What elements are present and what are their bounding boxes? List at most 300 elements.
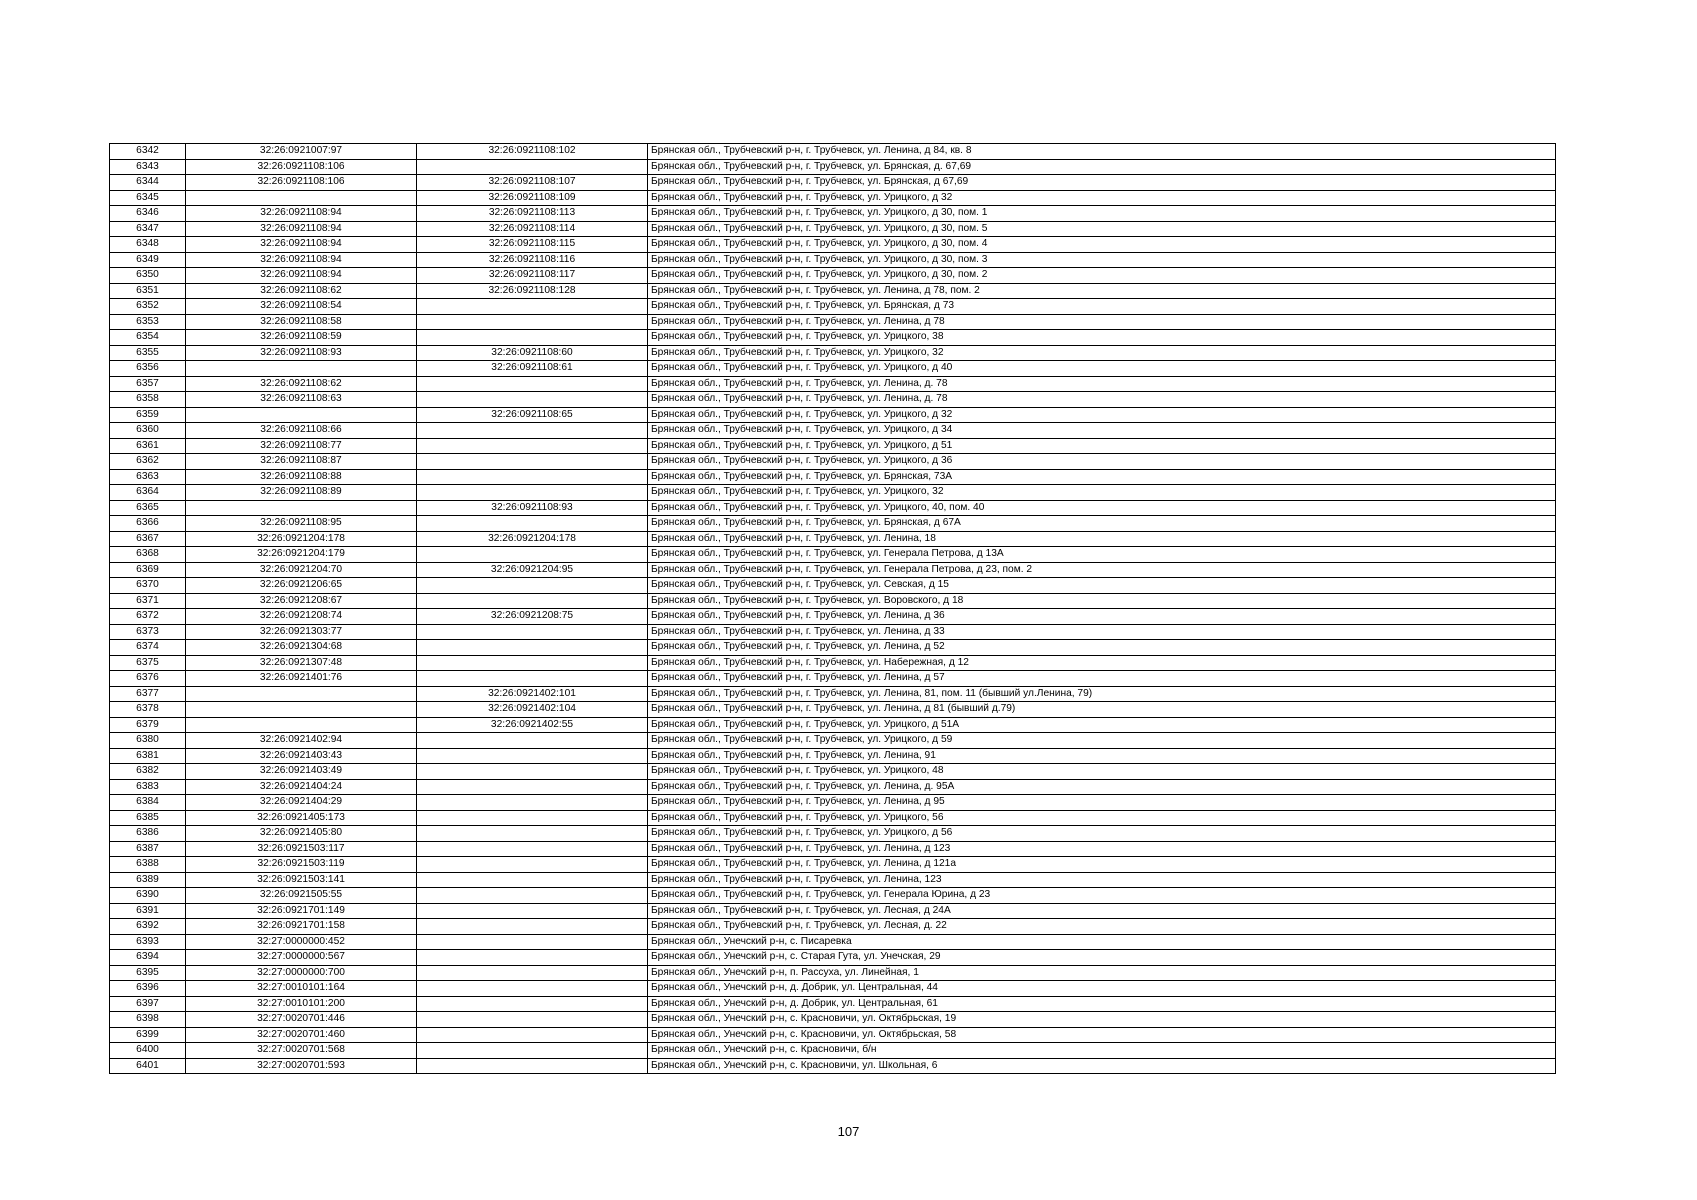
table-row [110,1027,1556,1043]
address-cell: Брянская обл., Трубчевский р-н, г. Трубчевск, ул. Ленина, д. 78 [648,376,1556,392]
address-cell: Брянская обл., Трубчевский р-н, г. Трубчевск, ул. Урицкого, д 32 [648,407,1556,423]
row-number-cell: 6379 [110,717,186,733]
address-cell: Брянская обл., Трубчевский р-н, г. Трубчевск, ул. Урицкого, д 30, пом. 5 [648,221,1556,237]
table-row [110,268,1556,284]
row-number-cell: 6390 [110,888,186,904]
cadastral-number-cell: 32:26:0921108:66 [186,423,417,439]
cadastral-number-cell: 32:27:0020701:446 [186,1012,417,1028]
cadastral-number-cell: 32:26:0921108:93 [186,345,417,361]
table-row [110,283,1556,299]
object-cadastral-number-cell: 32:26:0921204:178 [417,531,648,547]
table-row [110,237,1556,253]
address-cell: Брянская обл., Трубчевский р-н, г. Трубчевск, ул. Брянская, 73А [648,469,1556,485]
object-cadastral-number-cell [417,624,648,640]
table-row [110,206,1556,222]
address-cell: Брянская обл., Трубчевский р-н, г. Трубчевск, ул. Ленина, д 121а [648,857,1556,873]
row-number-cell: 6370 [110,578,186,594]
table-row [110,640,1556,656]
object-cadastral-number-cell [417,934,648,950]
row-number-cell: 6381 [110,748,186,764]
row-number-cell: 6382 [110,764,186,780]
object-cadastral-number-cell [417,1043,648,1059]
row-number-cell: 6343 [110,159,186,175]
table-row [110,175,1556,191]
object-cadastral-number-cell [417,748,648,764]
row-number-cell: 6359 [110,407,186,423]
address-cell: Брянская обл., Унечский р-н, п. Рассуха, ул. Линейная, 1 [648,965,1556,981]
address-cell: Брянская обл., Трубчевский р-н, г. Трубчевск, ул. Ленина, 81, пом. 11 (бывший ул.Ленина, 79) [648,686,1556,702]
object-cadastral-number-cell [417,655,648,671]
table-row [110,547,1556,563]
cadastral-number-cell: 32:27:0000000:567 [186,950,417,966]
cadastral-number-cell: 32:26:0921304:68 [186,640,417,656]
cadastral-number-cell: 32:26:0921404:29 [186,795,417,811]
row-number-cell: 6356 [110,361,186,377]
object-cadastral-number-cell [417,423,648,439]
address-cell: Брянская обл., Трубчевский р-н, г. Трубчевск, ул. Урицкого, 32 [648,485,1556,501]
row-number-cell: 6398 [110,1012,186,1028]
row-number-cell: 6394 [110,950,186,966]
table-row [110,485,1556,501]
table-row [110,981,1556,997]
cadastral-number-cell: 32:26:0921503:119 [186,857,417,873]
object-cadastral-number-cell: 32:26:0921108:114 [417,221,648,237]
row-number-cell: 6346 [110,206,186,222]
table-row [110,144,1556,160]
row-number-cell: 6374 [110,640,186,656]
table-row [110,686,1556,702]
cadastral-number-cell: 32:26:0921503:141 [186,872,417,888]
row-number-cell: 6399 [110,1027,186,1043]
cadastral-number-cell: 32:26:0921402:94 [186,733,417,749]
address-cell: Брянская обл., Трубчевский р-н, г. Трубчевск, ул. Урицкого, д 30, пом. 3 [648,252,1556,268]
cadastral-table [109,143,1556,1074]
object-cadastral-number-cell: 32:26:0921204:95 [417,562,648,578]
table-row [110,392,1556,408]
address-cell: Брянская обл., Трубчевский р-н, г. Трубчевск, ул. Ленина, д 52 [648,640,1556,656]
address-cell: Брянская обл., Трубчевский р-н, г. Трубчевск, ул. Урицкого, 56 [648,810,1556,826]
row-number-cell: 6383 [110,779,186,795]
object-cadastral-number-cell: 32:26:0921108:107 [417,175,648,191]
row-number-cell: 6348 [110,237,186,253]
object-cadastral-number-cell: 32:26:0921108:93 [417,500,648,516]
table-row [110,531,1556,547]
cadastral-number-cell: 32:26:0921405:80 [186,826,417,842]
address-cell: Брянская обл., Трубчевский р-н, г. Трубчевск, ул. Урицкого, д 40 [648,361,1556,377]
object-cadastral-number-cell: 32:26:0921108:113 [417,206,648,222]
cadastral-number-cell: 32:26:0921108:106 [186,175,417,191]
cadastral-number-cell: 32:26:0921108:77 [186,438,417,454]
row-number-cell: 6351 [110,283,186,299]
address-cell: Брянская обл., Унечский р-н, д. Добрик, ул. Центральная, 61 [648,996,1556,1012]
cadastral-number-cell: 32:26:0921204:70 [186,562,417,578]
row-number-cell: 6380 [110,733,186,749]
address-cell: Брянская обл., Трубчевский р-н, г. Трубчевск, ул. Ленина, д 57 [648,671,1556,687]
cadastral-number-cell: 32:27:0020701:593 [186,1058,417,1074]
object-cadastral-number-cell [417,516,648,532]
cadastral-number-cell: 32:26:0921401:76 [186,671,417,687]
table-row [110,748,1556,764]
object-cadastral-number-cell: 32:26:0921402:55 [417,717,648,733]
table-row [110,733,1556,749]
object-cadastral-number-cell: 32:26:0921208:75 [417,609,648,625]
table-row [110,438,1556,454]
address-cell: Брянская обл., Трубчевский р-н, г. Трубчевск, ул. Ленина, д 78, пом. 2 [648,283,1556,299]
cadastral-number-cell: 32:26:0921007:97 [186,144,417,160]
row-number-cell: 6344 [110,175,186,191]
address-cell: Брянская обл., Трубчевский р-н, г. Трубчевск, ул. Ленина, д. 95А [648,779,1556,795]
address-cell: Брянская обл., Трубчевский р-н, г. Трубчевск, ул. Ленина, 18 [648,531,1556,547]
row-number-cell: 6372 [110,609,186,625]
table-row [110,950,1556,966]
object-cadastral-number-cell [417,841,648,857]
object-cadastral-number-cell [417,485,648,501]
table-row [110,826,1556,842]
address-cell: Брянская обл., Трубчевский р-н, г. Трубчевск, ул. Урицкого, 40, пом. 40 [648,500,1556,516]
cadastral-number-cell: 32:26:0921108:94 [186,237,417,253]
address-cell: Брянская обл., Трубчевский р-н, г. Трубчевск, ул. Брянская, д 73 [648,299,1556,315]
cadastral-number-cell: 32:26:0921303:77 [186,624,417,640]
address-cell: Брянская обл., Трубчевский р-н, г. Трубчевск, ул. Урицкого, д 51 [648,438,1556,454]
table-row [110,888,1556,904]
cadastral-number-cell: 32:26:0921108:95 [186,516,417,532]
address-cell: Брянская обл., Трубчевский р-н, г. Трубчевск, ул. Ленина, д 123 [648,841,1556,857]
address-cell: Брянская обл., Унечский р-н, с. Красновичи, б/н [648,1043,1556,1059]
table-row [110,919,1556,935]
cadastral-number-cell: 32:26:0921108:89 [186,485,417,501]
cadastral-number-cell: 32:26:0921208:67 [186,593,417,609]
object-cadastral-number-cell [417,1027,648,1043]
table-row [110,330,1556,346]
table-row [110,361,1556,377]
object-cadastral-number-cell [417,330,648,346]
object-cadastral-number-cell [417,314,648,330]
object-cadastral-number-cell: 32:26:0921108:117 [417,268,648,284]
row-number-cell: 6400 [110,1043,186,1059]
row-number-cell: 6393 [110,934,186,950]
row-number-cell: 6352 [110,299,186,315]
object-cadastral-number-cell [417,826,648,842]
table-row [110,872,1556,888]
object-cadastral-number-cell [417,950,648,966]
address-cell: Брянская обл., Трубчевский р-н, г. Трубчевск, ул. Урицкого, д 30, пом. 4 [648,237,1556,253]
cadastral-number-cell: 32:26:0921108:54 [186,299,417,315]
row-number-cell: 6385 [110,810,186,826]
table-row [110,1043,1556,1059]
table-row [110,593,1556,609]
cadastral-number-cell: 32:26:0921108:88 [186,469,417,485]
address-cell: Брянская обл., Трубчевский р-н, г. Трубчевск, ул. Ленина, 123 [648,872,1556,888]
row-number-cell: 6373 [110,624,186,640]
row-number-cell: 6363 [110,469,186,485]
table-row [110,764,1556,780]
row-number-cell: 6391 [110,903,186,919]
row-number-cell: 6364 [110,485,186,501]
object-cadastral-number-cell [417,903,648,919]
cadastral-number-cell: 32:26:0921108:94 [186,252,417,268]
address-cell: Брянская обл., Трубчевский р-н, г. Трубчевск, ул. Урицкого, д 30, пом. 1 [648,206,1556,222]
address-cell: Брянская обл., Трубчевский р-н, г. Трубчевск, ул. Урицкого, д 51А [648,717,1556,733]
cadastral-number-cell: 32:26:0921404:24 [186,779,417,795]
address-cell: Брянская обл., Унечский р-н, с. Красновичи, ул. Октябрьская, 58 [648,1027,1556,1043]
object-cadastral-number-cell [417,857,648,873]
cadastral-number-cell: 32:27:0020701:460 [186,1027,417,1043]
table-row [110,903,1556,919]
address-cell: Брянская обл., Трубчевский р-н, г. Трубчевск, ул. Урицкого, д 30, пом. 2 [648,268,1556,284]
row-number-cell: 6365 [110,500,186,516]
object-cadastral-number-cell [417,996,648,1012]
cadastral-number-cell: 32:26:0921403:43 [186,748,417,764]
address-cell: Брянская обл., Трубчевский р-н, г. Трубчевск, ул. Ленина, д 33 [648,624,1556,640]
address-cell: Брянская обл., Трубчевский р-н, г. Трубчевск, ул. Урицкого, 32 [648,345,1556,361]
object-cadastral-number-cell [417,1058,648,1074]
address-cell: Брянская обл., Трубчевский р-н, г. Трубчевск, ул. Урицкого, д 32 [648,190,1556,206]
object-cadastral-number-cell [417,547,648,563]
cadastral-number-cell: 32:26:0921108:63 [186,392,417,408]
cadastral-number-cell [186,686,417,702]
row-number-cell: 6389 [110,872,186,888]
table-row [110,609,1556,625]
table-row [110,469,1556,485]
table-row [110,841,1556,857]
row-number-cell: 6360 [110,423,186,439]
object-cadastral-number-cell [417,671,648,687]
table-row [110,299,1556,315]
row-number-cell: 6397 [110,996,186,1012]
object-cadastral-number-cell [417,640,648,656]
address-cell: Брянская обл., Трубчевский р-н, г. Трубчевск, ул. Лесная, д 24А [648,903,1556,919]
cadastral-number-cell: 32:26:0921405:173 [186,810,417,826]
row-number-cell: 6392 [110,919,186,935]
object-cadastral-number-cell: 32:26:0921402:104 [417,702,648,718]
object-cadastral-number-cell [417,872,648,888]
address-cell: Брянская обл., Трубчевский р-н, г. Трубчевск, ул. Урицкого, д 34 [648,423,1556,439]
object-cadastral-number-cell [417,299,648,315]
page-number: 107 [837,1124,860,1139]
table-row [110,779,1556,795]
address-cell: Брянская обл., Трубчевский р-н, г. Трубчевск, ул. Урицкого, д 56 [648,826,1556,842]
object-cadastral-number-cell: 32:26:0921108:116 [417,252,648,268]
object-cadastral-number-cell [417,764,648,780]
cadastral-number-cell: 32:26:0921403:49 [186,764,417,780]
table-row [110,562,1556,578]
row-number-cell: 6349 [110,252,186,268]
table-row [110,702,1556,718]
object-cadastral-number-cell [417,454,648,470]
address-cell: Брянская обл., Трубчевский р-н, г. Трубчевск, ул. Ленина, д 84, кв. 8 [648,144,1556,160]
row-number-cell: 6357 [110,376,186,392]
table-row [110,810,1556,826]
address-cell: Брянская обл., Унечский р-н, с. Старая Гута, ул. Унечская, 29 [648,950,1556,966]
cadastral-number-cell: 32:26:0921108:59 [186,330,417,346]
table-row [110,190,1556,206]
table-row [110,655,1556,671]
row-number-cell: 6361 [110,438,186,454]
address-cell: Брянская обл., Трубчевский р-н, г. Трубчевск, ул. Урицкого, 48 [648,764,1556,780]
cadastral-number-cell: 32:26:0921701:158 [186,919,417,935]
object-cadastral-number-cell [417,981,648,997]
table-row [110,1058,1556,1074]
cadastral-number-cell: 32:27:0000000:452 [186,934,417,950]
object-cadastral-number-cell [417,578,648,594]
row-number-cell: 6401 [110,1058,186,1074]
row-number-cell: 6366 [110,516,186,532]
address-cell: Брянская обл., Трубчевский р-н, г. Трубчевск, ул. Ленина, д. 78 [648,392,1556,408]
cadastral-number-cell [186,717,417,733]
table-row [110,965,1556,981]
object-cadastral-number-cell [417,810,648,826]
row-number-cell: 6371 [110,593,186,609]
table-body [110,144,1556,1074]
cadastral-number-cell: 32:26:0921108:62 [186,376,417,392]
object-cadastral-number-cell [417,392,648,408]
object-cadastral-number-cell [417,469,648,485]
table-row [110,795,1556,811]
object-cadastral-number-cell [417,779,648,795]
table-row [110,423,1556,439]
address-cell: Брянская обл., Трубчевский р-н, г. Трубчевск, ул. Генерала Петрова, д 13А [648,547,1556,563]
row-number-cell: 6354 [110,330,186,346]
row-number-cell: 6386 [110,826,186,842]
address-cell: Брянская обл., Унечский р-н, д. Добрик, ул. Центральная, 44 [648,981,1556,997]
cadastral-number-cell: 32:26:0921307:48 [186,655,417,671]
row-number-cell: 6377 [110,686,186,702]
table-row [110,671,1556,687]
row-number-cell: 6345 [110,190,186,206]
address-cell: Брянская обл., Трубчевский р-н, г. Трубчевск, ул. Урицкого, д 59 [648,733,1556,749]
address-cell: Брянская обл., Трубчевский р-н, г. Трубчевск, ул. Брянская, д. 67,69 [648,159,1556,175]
row-number-cell: 6350 [110,268,186,284]
table-row [110,516,1556,532]
row-number-cell: 6369 [110,562,186,578]
object-cadastral-number-cell [417,159,648,175]
cadastral-number-cell [186,702,417,718]
row-number-cell: 6342 [110,144,186,160]
row-number-cell: 6378 [110,702,186,718]
table-row [110,996,1556,1012]
object-cadastral-number-cell [417,376,648,392]
address-cell: Брянская обл., Трубчевский р-н, г. Трубчевск, ул. Ленина, д 81 (бывший д.79) [648,702,1556,718]
row-number-cell: 6396 [110,981,186,997]
table-row [110,376,1556,392]
cadastral-number-cell: 32:26:0921505:55 [186,888,417,904]
cadastral-number-cell: 32:26:0921108:94 [186,206,417,222]
table-row [110,221,1556,237]
table-row [110,857,1556,873]
cadastral-number-cell: 32:26:0921108:87 [186,454,417,470]
object-cadastral-number-cell: 32:26:0921108:102 [417,144,648,160]
object-cadastral-number-cell: 32:26:0921108:109 [417,190,648,206]
address-cell: Брянская обл., Трубчевский р-н, г. Трубчевск, ул. Урицкого, д 36 [648,454,1556,470]
object-cadastral-number-cell [417,593,648,609]
object-cadastral-number-cell [417,1012,648,1028]
table-row [110,159,1556,175]
table-row [110,252,1556,268]
address-cell: Брянская обл., Трубчевский р-н, г. Трубчевск, ул. Набережная, д 12 [648,655,1556,671]
address-cell: Брянская обл., Унечский р-н, с. Писаревка [648,934,1556,950]
object-cadastral-number-cell [417,733,648,749]
object-cadastral-number-cell [417,888,648,904]
object-cadastral-number-cell [417,965,648,981]
object-cadastral-number-cell [417,795,648,811]
cadastral-number-cell: 32:26:0921503:117 [186,841,417,857]
object-cadastral-number-cell: 32:26:0921108:60 [417,345,648,361]
cadastral-number-cell: 32:26:0921108:94 [186,221,417,237]
row-number-cell: 6376 [110,671,186,687]
address-cell: Брянская обл., Трубчевский р-н, г. Трубчевск, ул. Ленина, д 95 [648,795,1556,811]
cadastral-number-cell: 32:26:0921701:149 [186,903,417,919]
row-number-cell: 6358 [110,392,186,408]
address-cell: Брянская обл., Трубчевский р-н, г. Трубчевск, ул. Севская, д 15 [648,578,1556,594]
table-row [110,407,1556,423]
address-cell: Брянская обл., Унечский р-н, с. Красновичи, ул. Октябрьская, 19 [648,1012,1556,1028]
cadastral-number-cell [186,361,417,377]
cadastral-number-cell: 32:26:0921206:65 [186,578,417,594]
row-number-cell: 6388 [110,857,186,873]
row-number-cell: 6347 [110,221,186,237]
table-row [110,578,1556,594]
object-cadastral-number-cell [417,919,648,935]
row-number-cell: 6375 [110,655,186,671]
cadastral-number-cell: 32:26:0921108:94 [186,268,417,284]
table-row [110,717,1556,733]
object-cadastral-number-cell: 32:26:0921402:101 [417,686,648,702]
row-number-cell: 6362 [110,454,186,470]
address-cell: Брянская обл., Трубчевский р-н, г. Трубчевск, ул. Воровского, д 18 [648,593,1556,609]
address-cell: Брянская обл., Унечский р-н, с. Красновичи, ул. Школьная, 6 [648,1058,1556,1074]
cadastral-number-cell: 32:27:0000000:700 [186,965,417,981]
table-row [110,454,1556,470]
cadastral-number-cell: 32:27:0020701:568 [186,1043,417,1059]
cadastral-number-cell: 32:26:0921204:179 [186,547,417,563]
cadastral-number-cell [186,190,417,206]
cadastral-number-cell: 32:26:0921204:178 [186,531,417,547]
address-cell: Брянская обл., Трубчевский р-н, г. Трубчевск, ул. Ленина, д 36 [648,609,1556,625]
cadastral-number-cell: 32:26:0921208:74 [186,609,417,625]
cadastral-number-cell: 32:27:0010101:200 [186,996,417,1012]
cadastral-number-cell [186,500,417,516]
row-number-cell: 6384 [110,795,186,811]
object-cadastral-number-cell: 32:26:0921108:61 [417,361,648,377]
object-cadastral-number-cell [417,438,648,454]
object-cadastral-number-cell: 32:26:0921108:115 [417,237,648,253]
row-number-cell: 6367 [110,531,186,547]
address-cell: Брянская обл., Трубчевский р-н, г. Трубчевск, ул. Брянская, д 67А [648,516,1556,532]
address-cell: Брянская обл., Трубчевский р-н, г. Трубчевск, ул. Ленина, д 78 [648,314,1556,330]
table-row [110,345,1556,361]
row-number-cell: 6395 [110,965,186,981]
table-row [110,624,1556,640]
address-cell: Брянская обл., Трубчевский р-н, г. Трубчевск, ул. Урицкого, 38 [648,330,1556,346]
object-cadastral-number-cell: 32:26:0921108:128 [417,283,648,299]
cadastral-number-cell: 32:26:0921108:106 [186,159,417,175]
row-number-cell: 6355 [110,345,186,361]
table-row [110,500,1556,516]
row-number-cell: 6368 [110,547,186,563]
table-row [110,934,1556,950]
cadastral-number-cell: 32:26:0921108:62 [186,283,417,299]
cadastral-number-cell: 32:27:0010101:164 [186,981,417,997]
table-row [110,314,1556,330]
address-cell: Брянская обл., Трубчевский р-н, г. Трубчевск, ул. Ленина, 91 [648,748,1556,764]
address-cell: Брянская обл., Трубчевский р-н, г. Трубчевск, ул. Лесная, д. 22 [648,919,1556,935]
cadastral-number-cell [186,407,417,423]
address-cell: Брянская обл., Трубчевский р-н, г. Трубчевск, ул. Брянская, д 67,69 [648,175,1556,191]
table-row [110,1012,1556,1028]
address-cell: Брянская обл., Трубчевский р-н, г. Трубчевск, ул. Генерала Петрова, д 23, пом. 2 [648,562,1556,578]
row-number-cell: 6353 [110,314,186,330]
cadastral-number-cell: 32:26:0921108:58 [186,314,417,330]
